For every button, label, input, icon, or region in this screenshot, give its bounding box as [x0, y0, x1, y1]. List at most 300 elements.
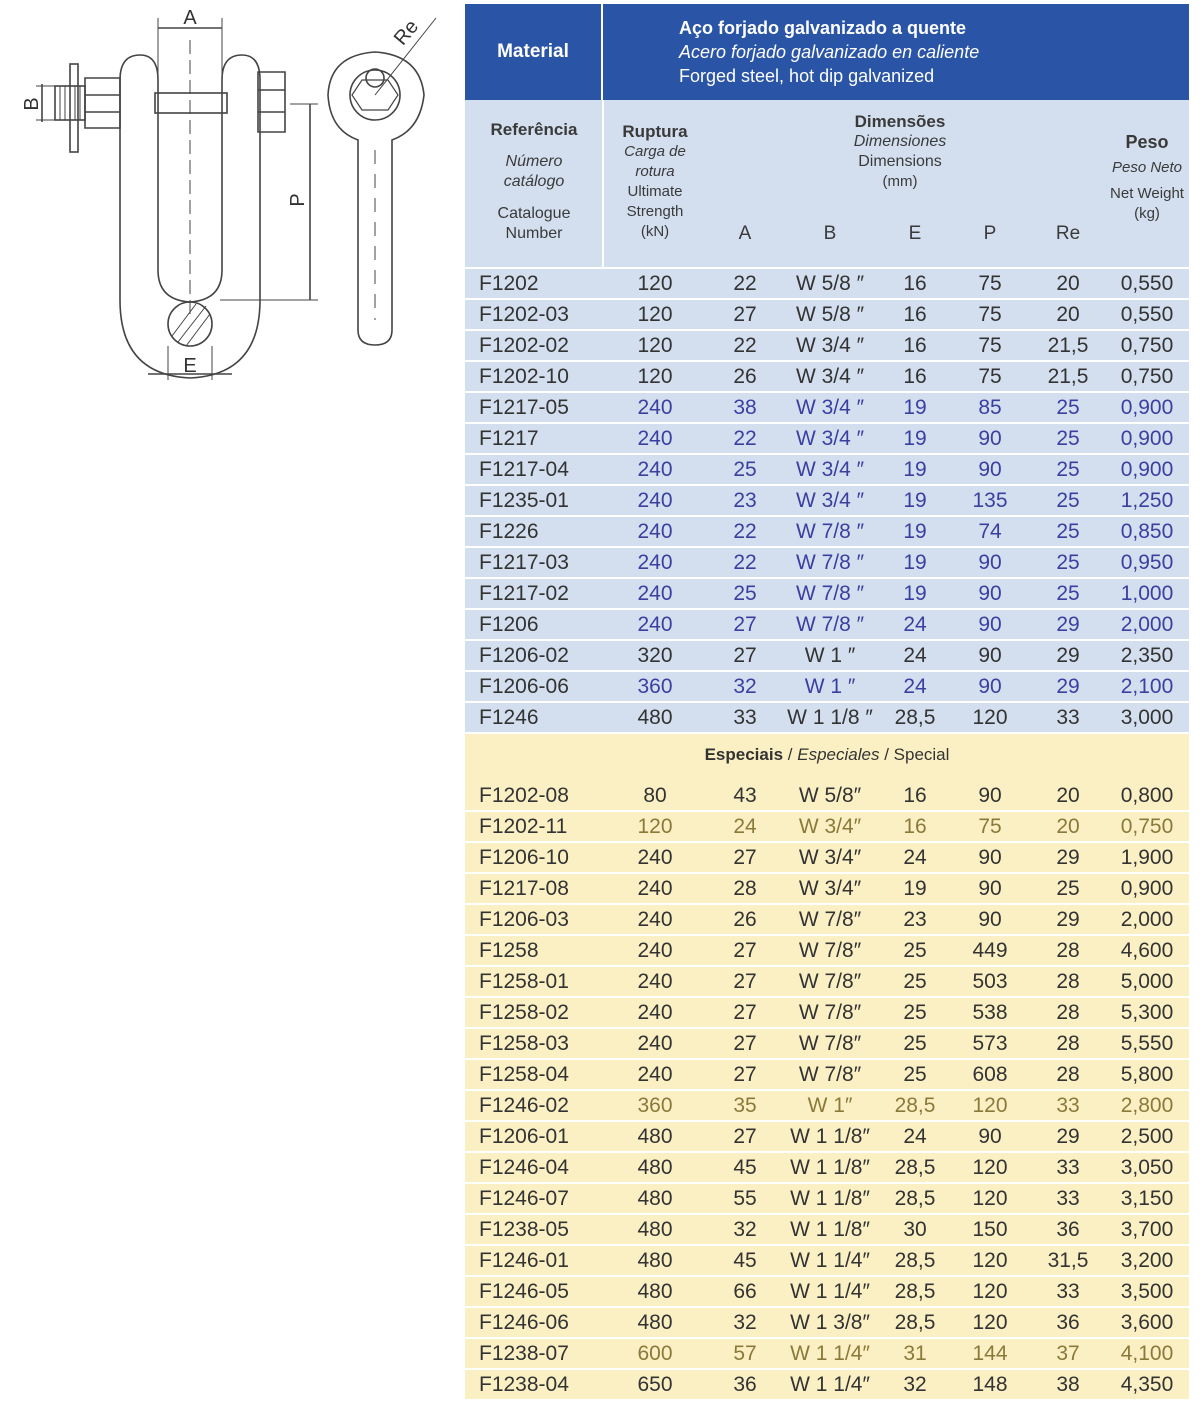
cell-b: W 1″ [807, 1094, 853, 1117]
cell-p: 120 [972, 1187, 1008, 1210]
cell-ref: F1217-02 [479, 582, 569, 605]
cell-rupture: 240 [637, 613, 673, 636]
cell-rupture: 120 [637, 272, 673, 295]
cell-e: 32 [903, 1373, 927, 1396]
cell-weight: 1,250 [1120, 489, 1174, 512]
cell-re: 36 [1056, 1311, 1080, 1334]
cell-weight: 0,800 [1120, 784, 1174, 807]
cell-p: 573 [972, 1032, 1008, 1055]
cell-ref: F1238-04 [479, 1373, 569, 1396]
cell-ref: F1206-10 [479, 846, 569, 869]
cell-e: 28,5 [894, 706, 936, 729]
cell-e: 19 [903, 877, 927, 900]
cell-re: 28 [1056, 1032, 1080, 1055]
cell-ref: F1246-02 [479, 1094, 569, 1117]
cell-a: 27 [733, 939, 757, 962]
cell-re: 20 [1056, 815, 1080, 838]
cell-b: W 3/4 ″ [795, 427, 865, 450]
cell-e: 28,5 [894, 1249, 936, 1272]
cell-e: 24 [903, 1125, 927, 1148]
table-row [465, 1246, 1189, 1277]
cell-a: 27 [733, 1125, 757, 1148]
cell-ref: F1217 [479, 427, 539, 450]
material-description [679, 16, 979, 88]
cell-p: 120 [972, 706, 1008, 729]
cell-weight: 0,750 [1120, 334, 1174, 357]
cell-rupture: 240 [637, 908, 673, 931]
cell-ref: F1217-04 [479, 458, 569, 481]
label-re: Re [389, 15, 424, 50]
cell-weight: 2,800 [1120, 1094, 1174, 1117]
cell-a: 25 [733, 582, 757, 605]
cell-weight: 0,550 [1120, 272, 1174, 295]
cell-b: W 1 1/4″ [790, 1280, 870, 1303]
cell-ref: F1202-10 [479, 365, 569, 388]
cell-a: 22 [733, 272, 757, 295]
cell-a: 22 [733, 551, 757, 574]
cell-re: 25 [1056, 582, 1080, 605]
cell-ref: F1258-03 [479, 1032, 569, 1055]
table-row [465, 610, 1189, 641]
cell-b: W 3/4″ [798, 877, 862, 900]
cell-weight: 4,100 [1120, 1342, 1174, 1365]
table-row [465, 1153, 1189, 1184]
cell-b: W 3/4″ [798, 846, 862, 869]
cell-e: 25 [903, 970, 927, 993]
table-row [465, 1215, 1189, 1246]
cell-p: 120 [972, 1249, 1008, 1272]
header-a: A [738, 223, 752, 244]
table-row [465, 1091, 1189, 1122]
table-row [465, 362, 1189, 393]
cell-rupture: 120 [637, 334, 673, 357]
table-row [465, 1122, 1189, 1153]
cell-rupture: 240 [637, 489, 673, 512]
cell-e: 19 [903, 582, 927, 605]
cell-ref: F1217-03 [479, 551, 569, 574]
cell-p: 90 [978, 1125, 1002, 1148]
cell-rupture: 240 [637, 1001, 673, 1024]
cell-a: 32 [733, 1311, 757, 1334]
cell-b: W 7/8″ [798, 939, 862, 962]
cell-b: W 7/8 ″ [795, 520, 865, 543]
cell-a: 45 [733, 1156, 757, 1179]
cell-p: 120 [972, 1280, 1008, 1303]
cell-ref: F1226 [479, 520, 539, 543]
cell-ref: F1246-07 [479, 1187, 569, 1210]
cell-p: 75 [978, 272, 1002, 295]
cell-e: 25 [903, 1001, 927, 1024]
description-es: Acero forjado galvanizado en caliente [679, 42, 980, 62]
cell-rupture: 240 [637, 939, 673, 962]
cell-p: 74 [978, 520, 1002, 543]
cell-e: 28,5 [894, 1280, 936, 1303]
cell-weight: 0,550 [1120, 303, 1174, 326]
description-en: Forged steel, hot dip galvanized [679, 66, 935, 86]
cell-b: W 7/8 ″ [795, 551, 865, 574]
cell-re: 25 [1056, 877, 1080, 900]
cell-p: 90 [978, 877, 1002, 900]
cell-b: W 3/4 ″ [795, 365, 865, 388]
cell-p: 135 [972, 489, 1008, 512]
header-p: P [983, 223, 997, 244]
cell-a: 23 [733, 489, 757, 512]
header-re: Re [1055, 223, 1081, 244]
cell-weight: 3,050 [1120, 1156, 1174, 1179]
cell-e: 28,5 [894, 1094, 936, 1117]
cell-weight: 4,350 [1120, 1373, 1174, 1396]
cell-p: 120 [972, 1311, 1008, 1334]
cell-weight: 3,000 [1120, 706, 1174, 729]
cell-ref: F1202-02 [479, 334, 569, 357]
cell-rupture: 480 [637, 706, 673, 729]
cell-e: 16 [903, 784, 927, 807]
table-row [465, 703, 1189, 734]
material-label: Material [465, 4, 603, 100]
cell-e: 19 [903, 396, 927, 419]
cell-a: 24 [733, 815, 757, 838]
cell-re: 25 [1056, 427, 1080, 450]
cell-p: 90 [978, 458, 1002, 481]
table-row [465, 874, 1189, 905]
cell-rupture: 240 [637, 1063, 673, 1086]
cell-rupture: 120 [637, 303, 673, 326]
cell-weight: 2,350 [1120, 644, 1174, 667]
cell-rupture: 240 [637, 520, 673, 543]
cell-b: W 3/4 ″ [795, 489, 865, 512]
cell-rupture: 480 [637, 1311, 673, 1334]
cell-weight: 3,700 [1120, 1218, 1174, 1241]
cell-a: 27 [733, 644, 757, 667]
cell-a: 27 [733, 970, 757, 993]
cell-rupture: 240 [637, 582, 673, 605]
header-weight: Peso Peso Neto Net Weight (kg) [1110, 132, 1184, 222]
cell-p: 90 [978, 644, 1002, 667]
cell-p: 90 [978, 784, 1002, 807]
cell-rupture: 240 [637, 970, 673, 993]
cell-re: 31,5 [1047, 1249, 1089, 1272]
cell-b: W 3/4 ″ [795, 396, 865, 419]
cell-a: 55 [733, 1187, 757, 1210]
cell-b: W 1 1/4″ [790, 1373, 870, 1396]
cell-weight: 3,200 [1120, 1249, 1174, 1272]
cell-b: W 5/8 ″ [795, 272, 865, 295]
cell-re: 25 [1056, 458, 1080, 481]
table-row [465, 331, 1189, 362]
cell-e: 24 [903, 613, 927, 636]
cell-weight: 0,750 [1120, 365, 1174, 388]
cell-weight: 4,600 [1120, 939, 1174, 962]
special-section-title: Especiais / Especiales / Special [704, 745, 950, 764]
cell-b: W 5/8″ [798, 784, 862, 807]
table-row [465, 300, 1189, 331]
cell-re: 25 [1056, 396, 1080, 419]
cell-e: 19 [903, 551, 927, 574]
cell-weight: 3,500 [1120, 1280, 1174, 1303]
cell-ref: F1206-02 [479, 644, 569, 667]
cell-a: 66 [733, 1280, 757, 1303]
cell-a: 32 [733, 675, 757, 698]
cell-b: W 1 ″ [804, 644, 856, 667]
cell-re: 20 [1056, 784, 1080, 807]
cell-rupture: 360 [637, 1094, 673, 1117]
table-row [465, 548, 1189, 579]
cell-p: 144 [972, 1342, 1008, 1365]
cell-p: 148 [972, 1373, 1008, 1396]
cell-a: 22 [733, 334, 757, 357]
table-row [465, 781, 1189, 812]
cell-ref: F1246-05 [479, 1280, 569, 1303]
cell-e: 28,5 [894, 1187, 936, 1210]
cell-e: 19 [903, 458, 927, 481]
table-row [465, 1060, 1189, 1091]
cell-weight: 0,750 [1120, 815, 1174, 838]
cell-rupture: 80 [643, 784, 667, 807]
cell-e: 19 [903, 489, 927, 512]
header-b: B [823, 223, 837, 244]
cell-a: 27 [733, 613, 757, 636]
cell-ref: F1206 [479, 613, 539, 636]
cell-p: 90 [978, 675, 1002, 698]
cell-ref: F1217-05 [479, 396, 569, 419]
cell-ref: F1258 [479, 939, 539, 962]
cell-ref: F1258-04 [479, 1063, 569, 1086]
cell-ref: F1235-01 [479, 489, 569, 512]
cell-rupture: 480 [637, 1187, 673, 1210]
cell-b: W 7/8 ″ [795, 582, 865, 605]
cell-ref: F1246 [479, 706, 539, 729]
cell-e: 28,5 [894, 1156, 936, 1179]
table-row [465, 936, 1189, 967]
table-row [465, 905, 1189, 936]
cell-b: W 7/8 ″ [795, 613, 865, 636]
cell-a: 27 [733, 303, 757, 326]
cell-e: 16 [903, 365, 927, 388]
cell-e: 25 [903, 939, 927, 962]
cell-e: 23 [903, 908, 927, 931]
cell-ref: F1246-04 [479, 1156, 569, 1179]
cell-rupture: 320 [637, 644, 673, 667]
description-pt: Aço forjado galvanizado a quente [679, 18, 967, 38]
header-dimensions: Dimensões Dimensiones Dimensions (mm) [853, 112, 947, 190]
cell-b: W 3/4″ [798, 815, 862, 838]
cell-rupture: 360 [637, 675, 673, 698]
cell-p: 75 [978, 303, 1002, 326]
cell-e: 16 [903, 815, 927, 838]
cell-b: W 5/8 ″ [795, 303, 865, 326]
cell-re: 36 [1056, 1218, 1080, 1241]
cell-ref: F1258-01 [479, 970, 569, 993]
cell-rupture: 480 [637, 1249, 673, 1272]
cell-rupture: 120 [637, 365, 673, 388]
cell-a: 27 [733, 1001, 757, 1024]
cell-rupture: 240 [637, 458, 673, 481]
cell-weight: 3,600 [1120, 1311, 1174, 1334]
cell-b: W 7/8″ [798, 1001, 862, 1024]
shackle-technical-drawing [0, 0, 460, 400]
cell-e: 19 [903, 427, 927, 450]
cell-p: 75 [978, 334, 1002, 357]
cell-re: 33 [1056, 1156, 1080, 1179]
cell-a: 57 [733, 1342, 757, 1365]
cell-e: 28,5 [894, 1311, 936, 1334]
cell-p: 90 [978, 427, 1002, 450]
label-a: A [183, 7, 197, 29]
cell-p: 90 [978, 551, 1002, 574]
cell-a: 45 [733, 1249, 757, 1272]
cell-p: 150 [972, 1218, 1008, 1241]
cell-b: W 1 1/8″ [790, 1187, 870, 1210]
cell-rupture: 240 [637, 1032, 673, 1055]
cell-a: 22 [733, 427, 757, 450]
cell-rupture: 480 [637, 1125, 673, 1148]
cell-b: W 1 1/4″ [790, 1249, 870, 1272]
table-row [465, 1029, 1189, 1060]
table-row [465, 455, 1189, 486]
cell-ref: F1206-06 [479, 675, 569, 698]
cell-weight: 1,000 [1120, 582, 1174, 605]
cell-b: W 1 1/8″ [790, 1156, 870, 1179]
cell-re: 29 [1056, 908, 1080, 931]
table-row [465, 393, 1189, 424]
cell-rupture: 600 [637, 1342, 673, 1365]
table-row [465, 424, 1189, 455]
table-row [465, 1339, 1189, 1370]
cell-b: W 7/8″ [798, 1032, 862, 1055]
cell-ref: F1238-07 [479, 1342, 569, 1365]
cell-re: 33 [1056, 1094, 1080, 1117]
table-row [465, 579, 1189, 610]
cell-e: 16 [903, 334, 927, 357]
cell-ref: F1206-03 [479, 908, 569, 931]
cell-a: 22 [733, 520, 757, 543]
cell-ref: F1206-01 [479, 1125, 569, 1148]
cell-e: 31 [903, 1342, 927, 1365]
table-row [465, 269, 1189, 300]
cell-weight: 2,000 [1120, 908, 1174, 931]
cell-rupture: 240 [637, 427, 673, 450]
table-row [465, 1370, 1189, 1401]
cell-b: W 1 1/8″ [790, 1125, 870, 1148]
cell-e: 16 [903, 303, 927, 326]
cell-rupture: 240 [637, 396, 673, 419]
cell-a: 26 [733, 908, 757, 931]
cell-b: W 1 1/4″ [790, 1342, 870, 1365]
cell-ref: F1258-02 [479, 1001, 569, 1024]
table-row [465, 1184, 1189, 1215]
cell-rupture: 480 [637, 1280, 673, 1303]
header-reference: Referência Número catálogo Catalogue Number [490, 120, 578, 242]
cell-b: W 1 1/8″ [790, 1218, 870, 1241]
header-rupture: Ruptura Carga de rotura Ultimate Strength (kN) [622, 122, 688, 240]
cell-weight: 5,000 [1120, 970, 1174, 993]
cell-rupture: 240 [637, 877, 673, 900]
label-e: E [183, 355, 197, 377]
cell-a: 26 [733, 365, 757, 388]
cell-e: 25 [903, 1032, 927, 1055]
cell-rupture: 240 [637, 551, 673, 574]
cell-re: 25 [1056, 489, 1080, 512]
cell-re: 20 [1056, 272, 1080, 295]
cell-b: W 1 ″ [804, 675, 856, 698]
cell-b: W 7/8″ [798, 1063, 862, 1086]
cell-a: 27 [733, 846, 757, 869]
cell-a: 43 [733, 784, 757, 807]
cell-ref: F1202 [479, 272, 539, 295]
cell-re: 29 [1056, 846, 1080, 869]
cell-e: 24 [903, 846, 927, 869]
cell-b: W 3/4 ″ [795, 334, 865, 357]
cell-re: 29 [1056, 1125, 1080, 1148]
cell-a: 33 [733, 706, 757, 729]
table-row [465, 672, 1189, 703]
cell-re: 21,5 [1047, 365, 1089, 388]
cell-e: 24 [903, 675, 927, 698]
table-row [465, 843, 1189, 874]
cell-weight: 0,900 [1120, 427, 1174, 450]
cell-p: 90 [978, 846, 1002, 869]
cell-re: 25 [1056, 520, 1080, 543]
cell-a: 32 [733, 1218, 757, 1241]
cell-weight: 2,100 [1120, 675, 1174, 698]
table-row [465, 517, 1189, 548]
cell-p: 503 [972, 970, 1008, 993]
cell-p: 538 [972, 1001, 1008, 1024]
cell-ref: F1202-11 [479, 815, 568, 838]
cell-p: 90 [978, 582, 1002, 605]
cell-rupture: 480 [637, 1218, 673, 1241]
cell-weight: 1,900 [1120, 846, 1174, 869]
cell-re: 33 [1056, 1187, 1080, 1210]
cell-re: 37 [1056, 1342, 1080, 1365]
cell-ref: F1202-03 [479, 303, 569, 326]
cell-a: 36 [733, 1373, 757, 1396]
cell-a: 35 [733, 1094, 757, 1117]
cell-re: 29 [1056, 613, 1080, 636]
cell-b: W 7/8″ [798, 970, 862, 993]
cell-e: 19 [903, 520, 927, 543]
cell-p: 120 [972, 1094, 1008, 1117]
table-row [465, 1277, 1189, 1308]
cell-ref: F1246-06 [479, 1311, 569, 1334]
header-e: E [908, 223, 922, 244]
cell-p: 85 [978, 396, 1002, 419]
cell-weight: 0,900 [1120, 458, 1174, 481]
table-column-headers [465, 100, 1189, 267]
label-p: P [287, 193, 309, 207]
cell-a: 38 [733, 396, 757, 419]
table-row [465, 486, 1189, 517]
cell-weight: 0,900 [1120, 877, 1174, 900]
cell-p: 75 [978, 365, 1002, 388]
cell-weight: 5,550 [1120, 1032, 1174, 1055]
cell-e: 30 [903, 1218, 927, 1241]
cell-re: 29 [1056, 675, 1080, 698]
cell-e: 25 [903, 1063, 927, 1086]
cell-b: W 1 1/8 ″ [787, 706, 873, 729]
cell-a: 25 [733, 458, 757, 481]
cell-re: 28 [1056, 1001, 1080, 1024]
table-row [465, 998, 1189, 1029]
cell-re: 33 [1056, 706, 1080, 729]
cell-re: 28 [1056, 1063, 1080, 1086]
cell-re: 29 [1056, 644, 1080, 667]
cell-rupture: 650 [637, 1373, 673, 1396]
cell-p: 90 [978, 908, 1002, 931]
cell-b: W 3/4 ″ [795, 458, 865, 481]
cell-ref: F1202-08 [479, 784, 569, 807]
cell-p: 449 [972, 939, 1008, 962]
